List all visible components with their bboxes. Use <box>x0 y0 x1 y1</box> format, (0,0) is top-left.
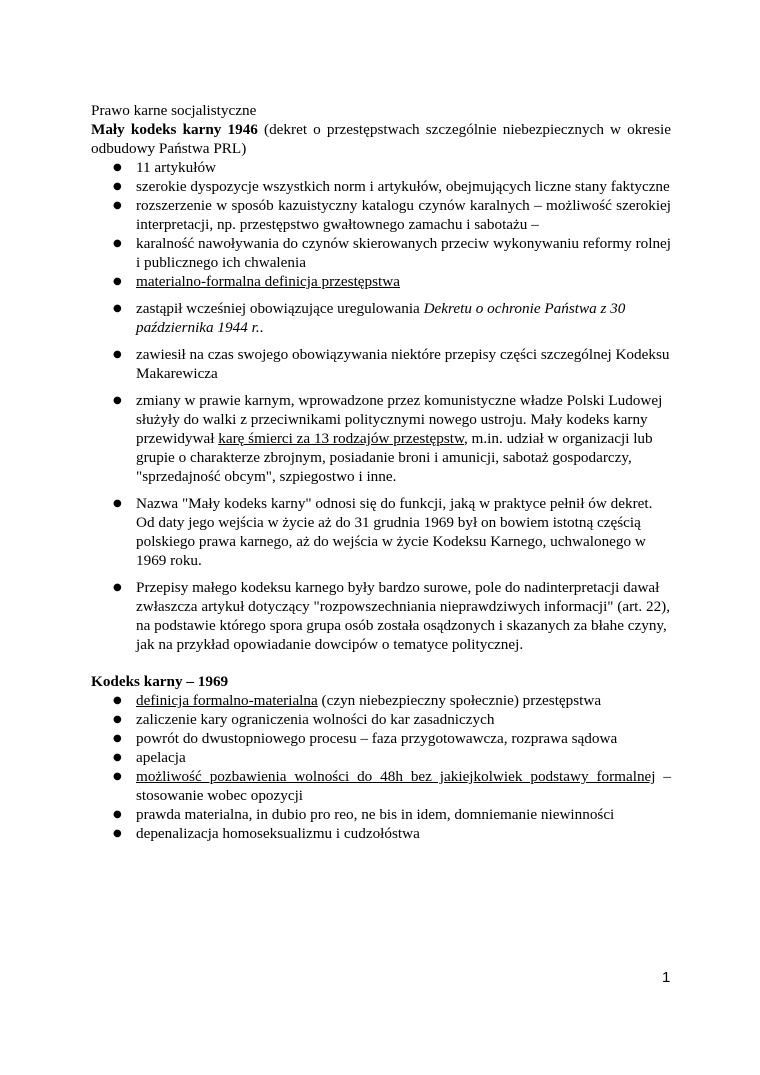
detention-link[interactable]: możliwość pozbawienia wolności do 48h bez jakiejkolwiek podstawy formalnej <box>136 768 656 785</box>
decree-title: Dekretu o ochronie Państwa z 30 października 1944 r. <box>136 300 626 336</box>
list-item <box>91 391 671 486</box>
heading-rest: (dekret o przestępstwach szczególnie niebezpiecznych w okresie odbudowy Państwa PRL) <box>91 121 671 157</box>
list-item: ● karalność nawoływania do czynów skierowanych przeciw wykonywaniu reformy rolnej i publicznego ich chwalenia <box>91 234 671 272</box>
list-item <box>91 272 671 291</box>
b8-post: , m.in. udział w organizacji lub grupie o charakterze zbrojnym, posiadanie broni i amunicji, sabotaż gospodarczy, "sprzedajność obcym", szpiegostwo i inne. <box>136 430 653 485</box>
list-item: ● Nazwa "Mały kodeks karny" odnosi się do funkcji, jaką w praktyce pełnił ów dekret. Od daty jego wejścia w życie aż do 31 grudnia 1969 był on bowiem istotną częścią polskiego prawa karnego, aż do wejścia w życie Kodeksu Karnego, uchwalonego w 1969 roku. <box>91 494 671 570</box>
heading-bold: Mały kodeks karny 1946 <box>91 121 258 138</box>
definition-link[interactable]: definicja formalno-materialna <box>136 692 318 709</box>
list-item: ● możliwość pozbawienia wolności do 48h bez jakiejkolwiek podstawy formalnej – stosowanie wobec opozycji <box>91 767 671 805</box>
list-item: ● rozszerzenie w sposób kazuistyczny katalogu czynów karalnych – możliwość szerokiej interpretacji, np. przestępstwo gwałtownego zamachu i sabotażu – <box>91 196 671 234</box>
list-item: ● definicja formalno-materialna (czyn niebezpieczny społecznie) przestępstwa <box>91 691 671 710</box>
death-penalty-link[interactable]: karę śmierci za 13 rodzajów przestępstw <box>218 430 464 447</box>
list-item <box>91 299 671 337</box>
document-page <box>91 101 671 843</box>
page-number: 1 <box>662 969 671 986</box>
intro-title: Prawo karne socjalistyczne <box>91 102 257 119</box>
bullet-list-kodeks-1969 <box>91 691 671 843</box>
section-heading-maly-kodeks <box>91 120 671 158</box>
b6-post: . <box>259 319 264 336</box>
list-item: ● 11 artykułów <box>91 158 671 177</box>
list-item: ● szerokie dyspozycje wszystkich norm i artykułów, obejmujących liczne stany faktyczne <box>91 177 671 196</box>
bullet-list-maly-kodeks <box>91 158 671 654</box>
list-item: ● apelacja <box>91 748 671 767</box>
list-item: ● zawiesił na czas swojego obowiązywania niektóre przepisy części szczególnej Kodeksu Makarewicza <box>91 345 671 383</box>
section-heading-kodeks-1969: Kodeks karny – 1969 <box>91 673 229 690</box>
list-item: ● prawda materialna, in dubio pro reo, ne bis in idem, domniemanie niewinności <box>91 805 671 824</box>
list-item: ● powrót do dwustopniowego procesu – faza przygotowawcza, rozprawa sądowa <box>91 729 671 748</box>
definition-link[interactable]: materialno-formalna definicja przestępstwa <box>136 273 400 290</box>
b6-pre: zastąpił wcześniej obowiązujące uregulowania <box>136 300 424 317</box>
list-item: ● depenalizacja homoseksualizmu i cudzołóstwa <box>91 824 671 843</box>
list-item: ● zaliczenie kary ograniczenia wolności do kar zasadniczych <box>91 710 671 729</box>
b8-pre: zmiany w prawie karnym, wprowadzone przez komunistyczne władze Polski Ludowej służyły do walki z przeciwnikami politycznymi nowego ustroju. Mały kodeks karny przewidywał <box>136 392 663 447</box>
list-item: ● Przepisy małego kodeksu karnego były bardzo surowe, pole do nadinterpretacji dawał zwłaszcza artykuł dotyczący "rozpowszechniania nieprawdziwych informacji" (art. 22), na podstawie którego spora grupa osób została osądzonych i skazanych za błahe czyny, jak na przykład opowiadanie dowcipów o tematyce politycznej. <box>91 578 671 654</box>
